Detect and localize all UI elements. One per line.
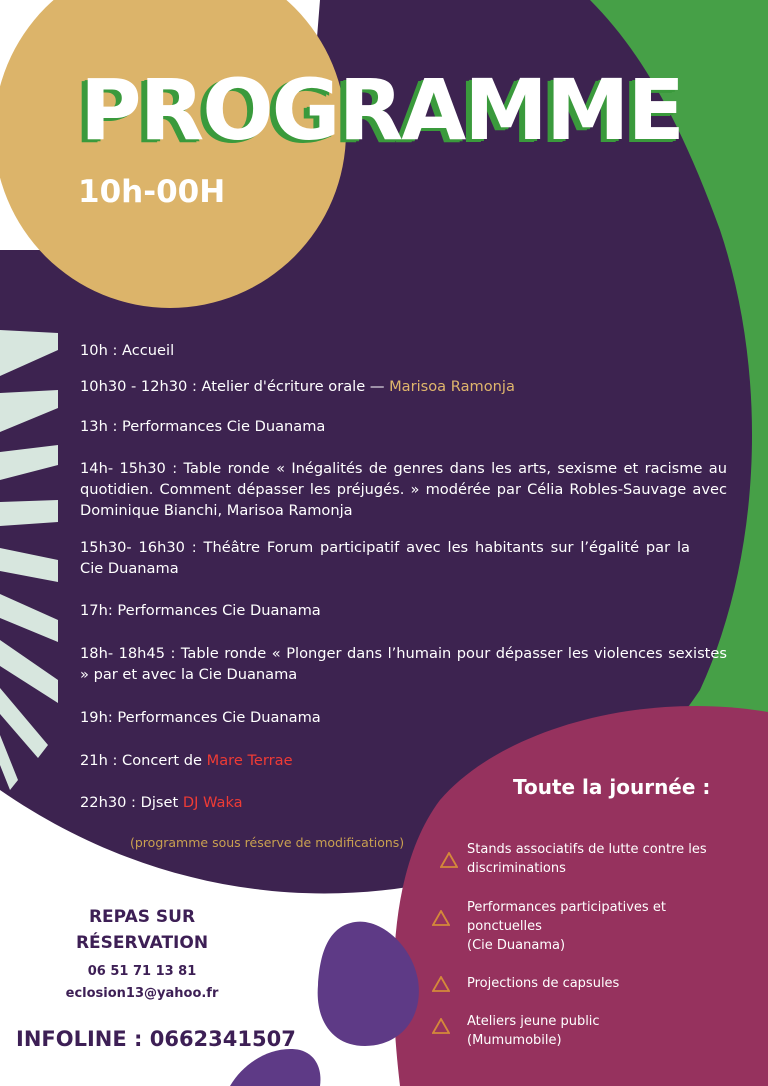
schedule-item xyxy=(80,376,727,397)
schedule-item-text: 14h- 15h30 : Table ronde « Inégalités de genres dans les arts, sexisme et racisme au quotidien. Comment dépasser les préjugés. » modérée par Célia Robles-Sauvage avec Dominique Bianchi, Marisoa Ramonja xyxy=(80,460,727,519)
all-day-item-text: Performances participatives et ponctuelles (Cie Duanama) xyxy=(467,900,666,953)
page-title: PROGRAMME xyxy=(80,61,683,159)
schedule-item xyxy=(80,750,727,771)
schedule-item-highlight: DJ Waka xyxy=(182,794,243,811)
schedule-item xyxy=(80,458,727,521)
schedule-item-text: 15h30- 16h30 : Théâtre Forum participatif avec les habitants sur l’égalité par la Cie Duanama xyxy=(80,539,690,577)
schedule-item-text: 17h: Performances Cie Duanama xyxy=(80,602,321,619)
triangle-icon xyxy=(432,976,450,992)
all-day-title: Toute la journée : xyxy=(513,775,711,799)
schedule-item-text: 10h : Accueil xyxy=(80,342,175,359)
schedule-item-text: 19h: Performances Cie Duanama xyxy=(80,709,321,726)
schedule-item xyxy=(80,600,727,621)
schedule-item xyxy=(80,537,690,579)
schedule-item-text: 22h30 : Djset xyxy=(80,794,183,811)
all-day-item-text: Ateliers jeune public (Mumumobile) xyxy=(467,1014,600,1048)
contact-phone: 06 51 71 13 81 xyxy=(87,964,197,979)
infoline: INFOLINE : 0662341507 xyxy=(16,1027,296,1051)
all-day-item-text: Stands associatifs de lutte contre les discriminations xyxy=(467,842,707,876)
schedule-item xyxy=(80,340,727,361)
schedule-item-highlight: Mare Terrae xyxy=(206,752,293,769)
disclaimer-note: (programme sous réserve de modifications) xyxy=(130,835,405,850)
triangle-icon xyxy=(432,910,450,926)
meal-reservation xyxy=(56,904,228,956)
triangle-icon xyxy=(440,852,458,868)
schedule-item-text: 21h : Concert de xyxy=(80,752,207,769)
meal-reservation-line1: REPAS SUR xyxy=(88,907,196,927)
all-day-item-text: Projections de capsules xyxy=(467,976,620,991)
schedule-item-text: 13h : Performances Cie Duanama xyxy=(80,418,326,435)
violet-blob-bottom xyxy=(230,1049,320,1086)
triangle-icon xyxy=(432,1018,450,1034)
schedule-item-highlight: Marisoa Ramonja xyxy=(389,378,515,395)
schedule-item-text: 18h- 18h45 : Table ronde « Plonger dans l’humain pour dépasser les violences sexistes » par et avec la Cie Duanama xyxy=(80,645,727,683)
event-hours: 10h-00H xyxy=(78,174,226,210)
meal-reservation-line2: RÉSERVATION xyxy=(75,933,209,953)
schedule-item-text: 10h30 - 12h30 : Atelier d'écriture orale — xyxy=(80,378,390,395)
schedule-item xyxy=(80,707,727,728)
schedule-item xyxy=(80,416,727,437)
contact-email: eclosion13@yahoo.fr xyxy=(65,986,219,1001)
schedule-item xyxy=(80,643,727,685)
